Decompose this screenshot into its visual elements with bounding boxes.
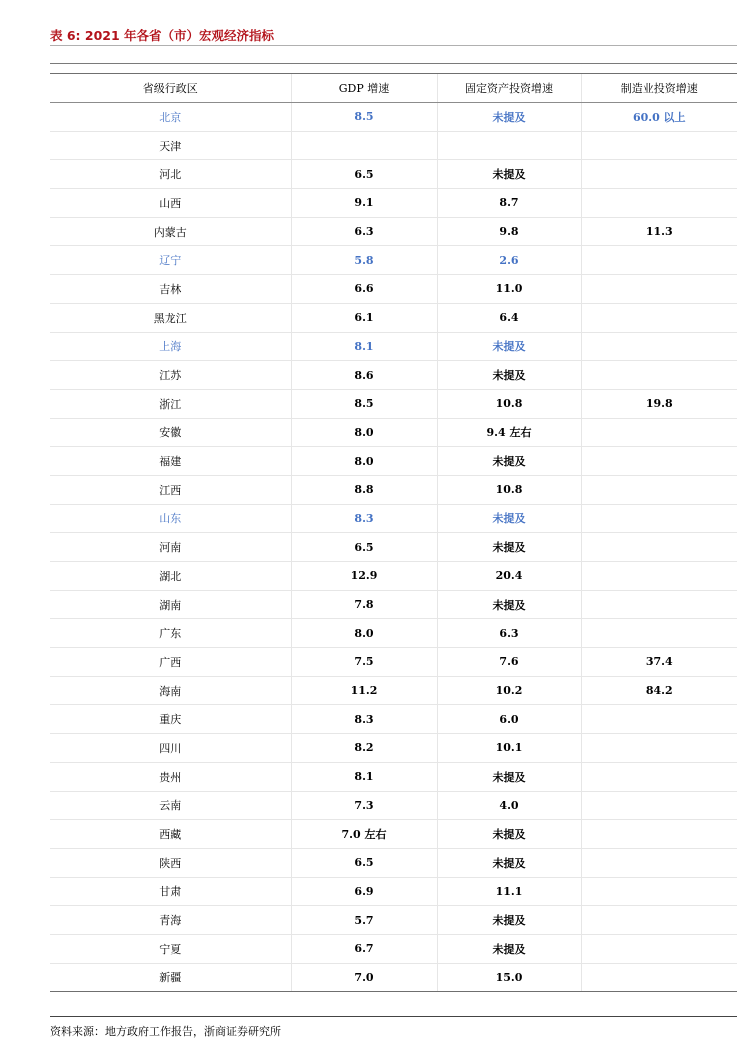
cell-manufacturing [581,906,737,935]
cell-fixed-investment: 10.8 [437,389,581,418]
cell-gdp: 6.7 [291,934,437,963]
cell-province: 浙江 [50,389,291,418]
cell-gdp: 6.9 [291,877,437,906]
cell-gdp: 6.5 [291,848,437,877]
cell-gdp: 7.5 [291,648,437,677]
table-row [50,648,737,677]
cell-gdp: 9.1 [291,189,437,218]
cell-gdp: 6.5 [291,160,437,189]
cell-province: 黑龙江 [50,303,291,332]
cell-gdp: 8.3 [291,504,437,533]
cell-fixed-investment: 8.7 [437,189,581,218]
cell-fixed-investment: 20.4 [437,562,581,591]
cell-manufacturing [581,475,737,504]
cell-gdp: 5.8 [291,246,437,275]
cell-province: 广西 [50,648,291,677]
table-row [50,562,737,591]
table-row [50,791,737,820]
cell-fixed-investment: 10.8 [437,475,581,504]
cell-province: 甘肃 [50,877,291,906]
cell-manufacturing: 37.4 [581,648,737,677]
cell-fixed-investment: 4.0 [437,791,581,820]
cell-fixed-investment: 10.2 [437,676,581,705]
table-row [50,734,737,763]
table-title: 表 6: 2021 年各省（市）宏观经济指标 [50,28,275,43]
table-row [50,275,737,304]
cell-gdp: 6.3 [291,217,437,246]
economic-indicators-table [50,73,737,992]
cell-fixed-investment: 未提及 [437,533,581,562]
cell-gdp: 7.8 [291,590,437,619]
table-row [50,447,737,476]
cell-manufacturing [581,504,737,533]
table-body [50,103,737,992]
cell-fixed-investment [437,131,581,160]
cell-manufacturing [581,160,737,189]
cell-province: 云南 [50,791,291,820]
cell-manufacturing: 11.3 [581,217,737,246]
cell-province: 福建 [50,447,291,476]
header-province: 省级行政区 [50,74,291,103]
table-row [50,189,737,218]
cell-gdp: 8.0 [291,619,437,648]
table-row [50,762,737,791]
table-row [50,303,737,332]
cell-fixed-investment: 未提及 [437,762,581,791]
cell-manufacturing [581,820,737,849]
table-row [50,332,737,361]
header-fixed-investment: 固定资产投资增速 [437,74,581,103]
cell-fixed-investment: 6.3 [437,619,581,648]
cell-gdp: 6.1 [291,303,437,332]
table-row [50,619,737,648]
cell-fixed-investment: 2.6 [437,246,581,275]
cell-fixed-investment: 未提及 [437,934,581,963]
table-row [50,246,737,275]
cell-fixed-investment: 10.1 [437,734,581,763]
cell-manufacturing [581,762,737,791]
cell-gdp: 8.2 [291,734,437,763]
cell-fixed-investment: 未提及 [437,447,581,476]
cell-province: 山东 [50,504,291,533]
cell-manufacturing [581,734,737,763]
cell-gdp: 7.0 左右 [291,820,437,849]
cell-province: 内蒙古 [50,217,291,246]
cell-gdp: 6.5 [291,533,437,562]
cell-manufacturing [581,791,737,820]
cell-manufacturing [581,619,737,648]
table-row [50,705,737,734]
cell-gdp: 12.9 [291,562,437,591]
cell-manufacturing [581,418,737,447]
cell-gdp: 6.6 [291,275,437,304]
cell-fixed-investment: 未提及 [437,848,581,877]
cell-gdp: 7.0 [291,963,437,992]
cell-province: 江苏 [50,361,291,390]
cell-manufacturing [581,447,737,476]
source-note: 资料来源：地方政府工作报告，浙商证券研究所 [50,1025,281,1038]
cell-gdp: 5.7 [291,906,437,935]
cell-fixed-investment: 15.0 [437,963,581,992]
table-row [50,533,737,562]
cell-manufacturing [581,533,737,562]
cell-gdp: 8.1 [291,762,437,791]
table-row [50,934,737,963]
cell-province: 辽宁 [50,246,291,275]
cell-fixed-investment: 未提及 [437,590,581,619]
cell-gdp: 8.5 [291,389,437,418]
cell-province: 陕西 [50,848,291,877]
cell-province: 四川 [50,734,291,763]
table-row [50,103,737,132]
cell-province: 青海 [50,906,291,935]
cell-province: 广东 [50,619,291,648]
cell-province: 河北 [50,160,291,189]
cell-province: 天津 [50,131,291,160]
cell-province: 宁夏 [50,934,291,963]
cell-province: 山西 [50,189,291,218]
table-row [50,676,737,705]
table-row [50,848,737,877]
cell-gdp: 8.6 [291,361,437,390]
header-manufacturing: 制造业投资增速 [581,74,737,103]
cell-province: 西藏 [50,820,291,849]
cell-manufacturing [581,963,737,992]
cell-province: 贵州 [50,762,291,791]
cell-manufacturing [581,848,737,877]
cell-province: 吉林 [50,275,291,304]
cell-fixed-investment: 未提及 [437,504,581,533]
cell-province: 安徽 [50,418,291,447]
table-row [50,906,737,935]
top-rule [50,45,737,46]
table-header-row [50,74,737,103]
cell-manufacturing [581,246,737,275]
table-row [50,877,737,906]
table-row [50,963,737,992]
cell-manufacturing [581,189,737,218]
header-rule [50,63,737,64]
cell-province: 河南 [50,533,291,562]
cell-fixed-investment: 9.4 左右 [437,418,581,447]
cell-gdp: 8.0 [291,418,437,447]
cell-manufacturing: 60.0 以上 [581,103,737,132]
cell-fixed-investment: 7.6 [437,648,581,677]
cell-gdp: 7.3 [291,791,437,820]
table-row [50,131,737,160]
cell-manufacturing [581,934,737,963]
cell-gdp [291,131,437,160]
cell-manufacturing [581,562,737,591]
cell-manufacturing [581,877,737,906]
cell-manufacturing [581,303,737,332]
cell-fixed-investment: 6.4 [437,303,581,332]
table-row [50,820,737,849]
table-row [50,160,737,189]
cell-gdp: 8.8 [291,475,437,504]
cell-fixed-investment: 9.8 [437,217,581,246]
cell-fixed-investment: 未提及 [437,103,581,132]
cell-manufacturing [581,361,737,390]
cell-gdp: 11.2 [291,676,437,705]
table-row [50,590,737,619]
table-row [50,418,737,447]
cell-fixed-investment: 未提及 [437,332,581,361]
footer-rule [50,1016,737,1017]
header-gdp: GDP 增速 [291,74,437,103]
cell-gdp: 8.1 [291,332,437,361]
table-row [50,361,737,390]
cell-province: 湖北 [50,562,291,591]
cell-fixed-investment: 未提及 [437,361,581,390]
table-row [50,217,737,246]
cell-province: 重庆 [50,705,291,734]
cell-gdp: 8.5 [291,103,437,132]
table-row [50,475,737,504]
cell-manufacturing: 84.2 [581,676,737,705]
cell-province: 上海 [50,332,291,361]
cell-manufacturing [581,131,737,160]
cell-fixed-investment: 6.0 [437,705,581,734]
cell-manufacturing [581,705,737,734]
cell-province: 新疆 [50,963,291,992]
cell-gdp: 8.3 [291,705,437,734]
cell-province: 海南 [50,676,291,705]
cell-gdp: 8.0 [291,447,437,476]
cell-manufacturing [581,332,737,361]
cell-fixed-investment: 未提及 [437,906,581,935]
cell-manufacturing [581,590,737,619]
cell-fixed-investment: 未提及 [437,820,581,849]
table-row [50,389,737,418]
cell-province: 北京 [50,103,291,132]
cell-province: 湖南 [50,590,291,619]
cell-province: 江西 [50,475,291,504]
cell-manufacturing [581,275,737,304]
cell-fixed-investment: 未提及 [437,160,581,189]
table-row [50,504,737,533]
cell-fixed-investment: 11.1 [437,877,581,906]
cell-fixed-investment: 11.0 [437,275,581,304]
cell-manufacturing: 19.8 [581,389,737,418]
